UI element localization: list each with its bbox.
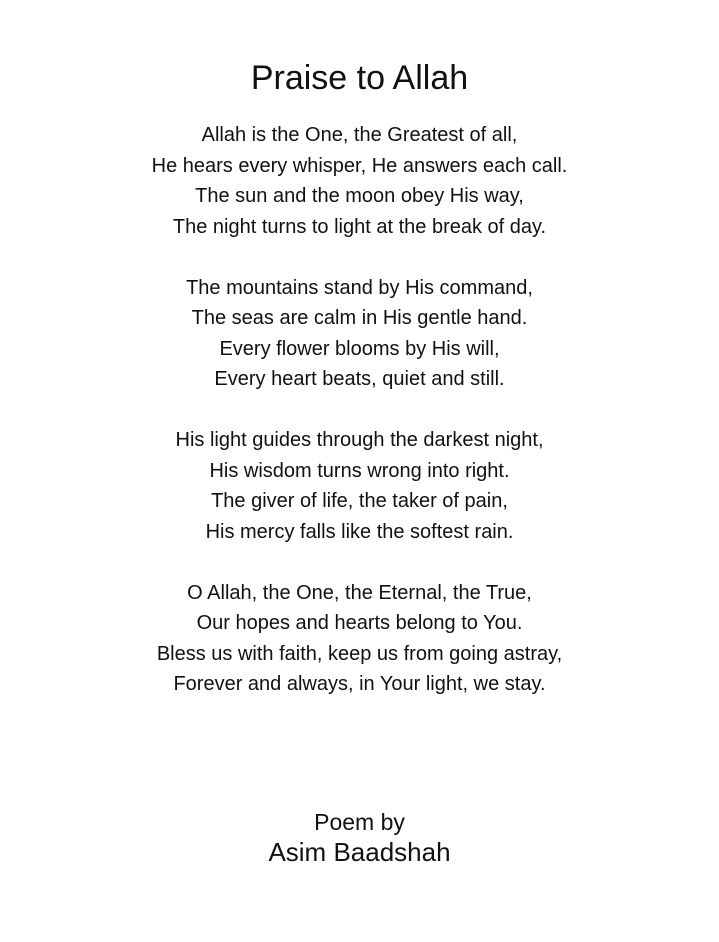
poem-title: Praise to Allah [250,59,469,97]
poem-line: Every flower blooms by His will, [219,337,500,360]
poem-line: The mountains stand by His command, [186,276,533,299]
poem-body [0,120,719,730]
poem-line: Forever and always, in Your light, we stay. [173,673,546,695]
stanza-1 [0,120,719,242]
stanza-2 [0,273,719,395]
poem-line: His wisdom turns wrong into right. [209,459,510,482]
poem-line: The giver of life, the taker of pain, [211,490,508,512]
poem-line: Every heart beats, quiet and still. [214,368,505,390]
poem-line: Bless us with faith, keep us from going astray, [156,642,563,665]
poem-line: Allah is the One, the Greatest of all, [201,124,518,146]
stanza-3 [0,425,719,547]
poem-line: The seas are calm in His gentle hand. [191,307,528,329]
poem-credit [0,808,719,868]
poem-line: O Allah, the One, the Eternal, the True, [187,581,532,604]
poem-line: He hears every whisper, He answers each call. [151,154,568,177]
poem-line: The sun and the moon obey His way, [195,185,524,207]
author-name: Asim Baadshah [268,837,451,867]
poem-line: His light guides through the darkest night, [175,429,544,451]
credit-label: Poem by [314,809,405,835]
poem-line: His mercy falls like the softest rain. [205,520,514,543]
poem-line: The night turns to light at the break of day. [172,215,547,238]
stanza-4 [0,578,719,700]
poem-line: Our hopes and hearts belong to You. [196,612,523,634]
